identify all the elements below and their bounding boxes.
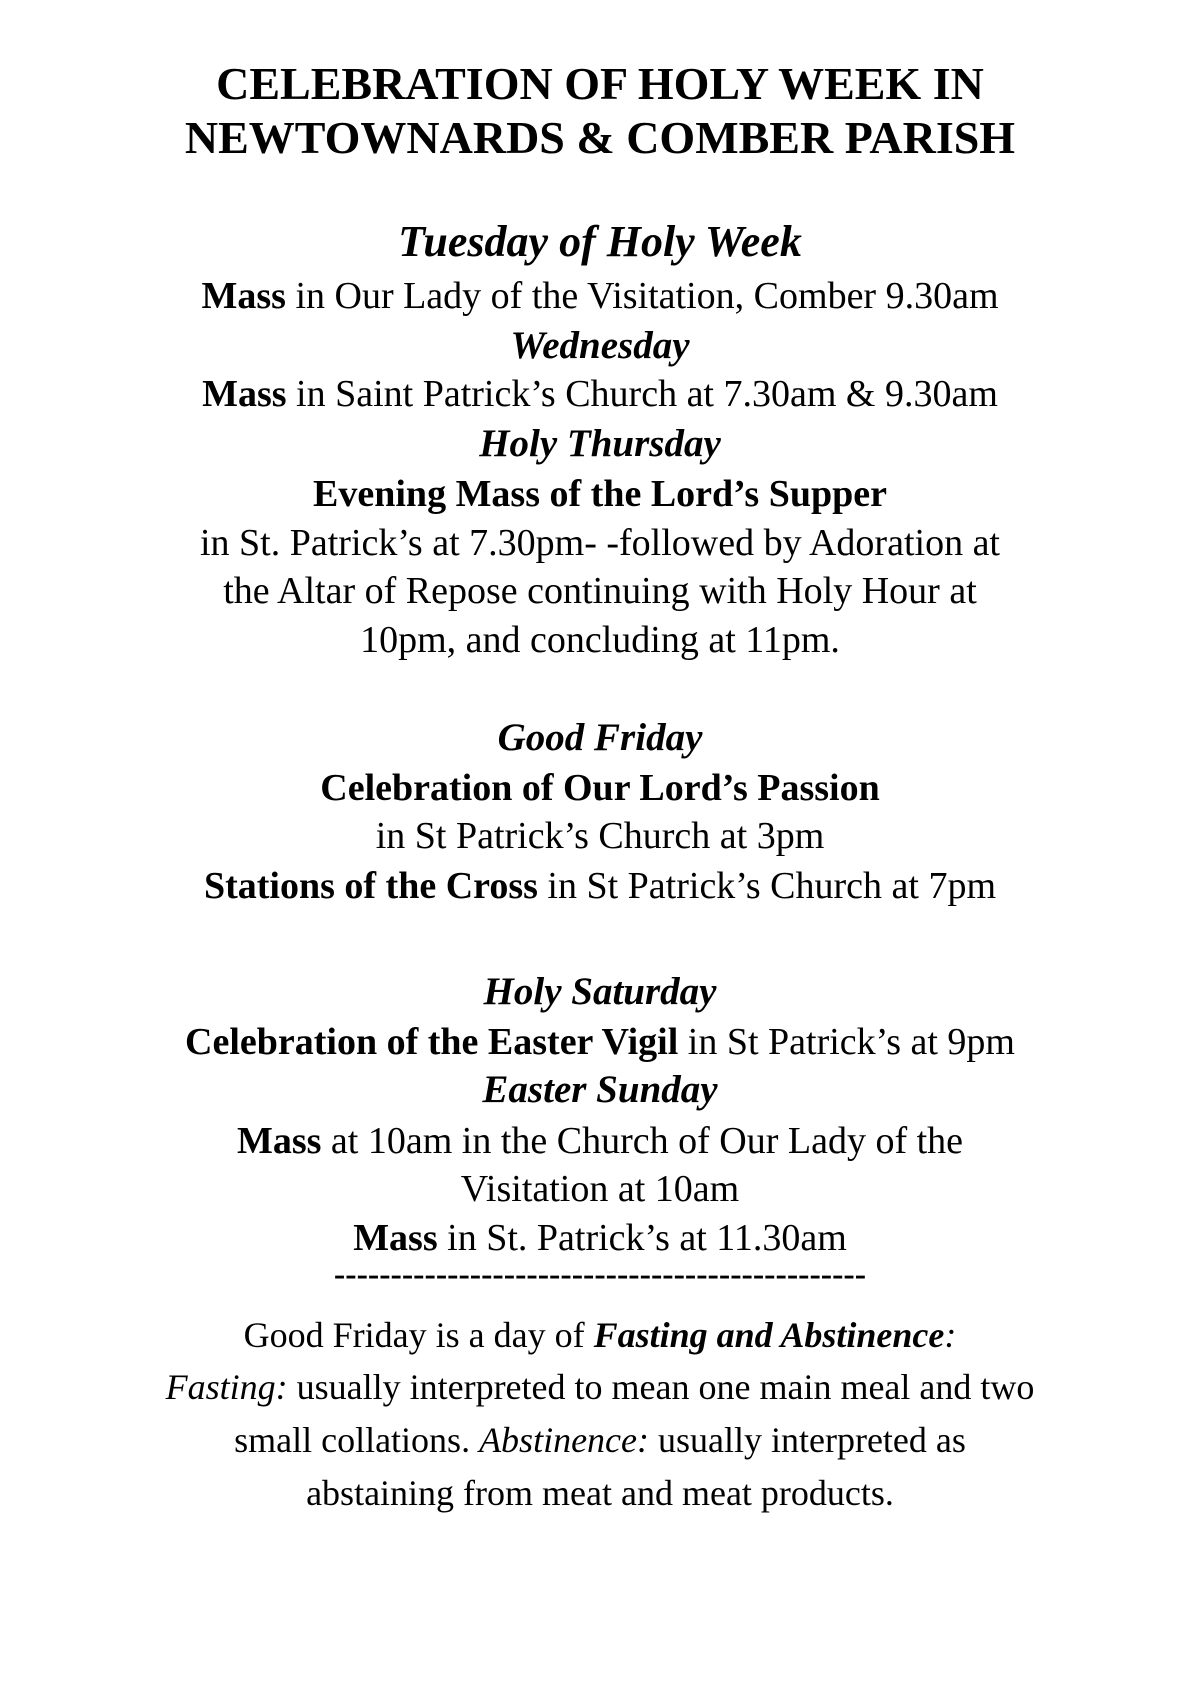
note-abstinence-definition: usually interpreted as	[649, 1420, 966, 1460]
title-line-2: NEWTOWNARDS & COMBER PARISH	[184, 112, 1016, 163]
thursday-heading: Holy Thursday	[479, 422, 721, 465]
tuesday-mass-label: Mass	[201, 275, 286, 317]
note-line-3-intro: small collations.	[234, 1420, 480, 1460]
friday-stations	[0, 860, 1200, 912]
saturday-vigil	[0, 1016, 1200, 1068]
tuesday-mass-details: in Our Lady of the Visitation, Comber 9.30am	[285, 275, 999, 317]
note-fasting-abstinence: Fasting and Abstinence	[593, 1315, 945, 1355]
sunday-heading: Easter Sunday	[482, 1068, 718, 1111]
wednesday-heading: Wednesday	[510, 324, 690, 367]
saturday-vigil-label: Celebration of the Easter Vigil	[185, 1021, 679, 1063]
dashed-separator: -----------------------------------------------	[333, 1256, 867, 1293]
friday-stations-details: in St Patrick’s Church at 7pm	[537, 865, 996, 907]
friday-stations-label: Stations of the Cross	[203, 865, 538, 907]
wednesday-mass-label: Mass	[202, 373, 287, 415]
friday-service: Celebration of Our Lord’s Passion	[320, 767, 880, 809]
note-line-1	[0, 1308, 1200, 1362]
note-line-4: abstaining from meat and meat products.	[306, 1473, 894, 1513]
saturday-heading: Holy Saturday	[483, 970, 717, 1013]
thursday-line-1: in St. Patrick’s at 7.30pm- -followed by Adoration at	[199, 522, 1000, 564]
title-line-1: CELEBRATION OF HOLY WEEK IN	[216, 58, 984, 109]
friday-location: in St Patrick’s Church at 3pm	[375, 815, 825, 857]
sunday-mass-2-label: Mass	[353, 1217, 438, 1259]
wednesday-mass	[0, 368, 1200, 420]
saturday-vigil-details: in St Patrick’s at 9pm	[678, 1021, 1015, 1063]
note-line-1-intro: Good Friday is a day of	[243, 1315, 594, 1355]
note-colon: :	[944, 1315, 957, 1355]
sunday-mass-1-line-2: Visitation at 10am	[460, 1168, 740, 1210]
tuesday-heading: Tuesday of Holy Week	[398, 217, 802, 266]
wednesday-mass-details: in Saint Patrick’s Church at 7.30am & 9.30am	[286, 373, 998, 415]
note-line-2	[0, 1360, 1200, 1414]
note-line-3	[0, 1413, 1200, 1467]
friday-heading: Good Friday	[497, 716, 703, 759]
sunday-mass-1-label: Mass	[236, 1120, 322, 1162]
note-abstinence-term: Abstinence:	[479, 1420, 649, 1460]
sunday-mass-1	[0, 1115, 1200, 1167]
thursday-line-2: the Altar of Repose continuing with Holy Hour at	[223, 570, 977, 612]
note-fasting-term: Fasting:	[165, 1367, 288, 1407]
note-fasting-definition: usually interpreted to mean one main meal and two	[287, 1367, 1035, 1407]
thursday-line-3: 10pm, and concluding at 11pm.	[360, 619, 840, 661]
thursday-service: Evening Mass of the Lord’s Supper	[313, 473, 887, 515]
tuesday-mass	[0, 270, 1200, 322]
sunday-mass-2-details: in St. Patrick’s at 11.30am	[437, 1217, 847, 1259]
sunday-mass-1-details: at 10am in the Church of Our Lady of the	[321, 1120, 964, 1162]
